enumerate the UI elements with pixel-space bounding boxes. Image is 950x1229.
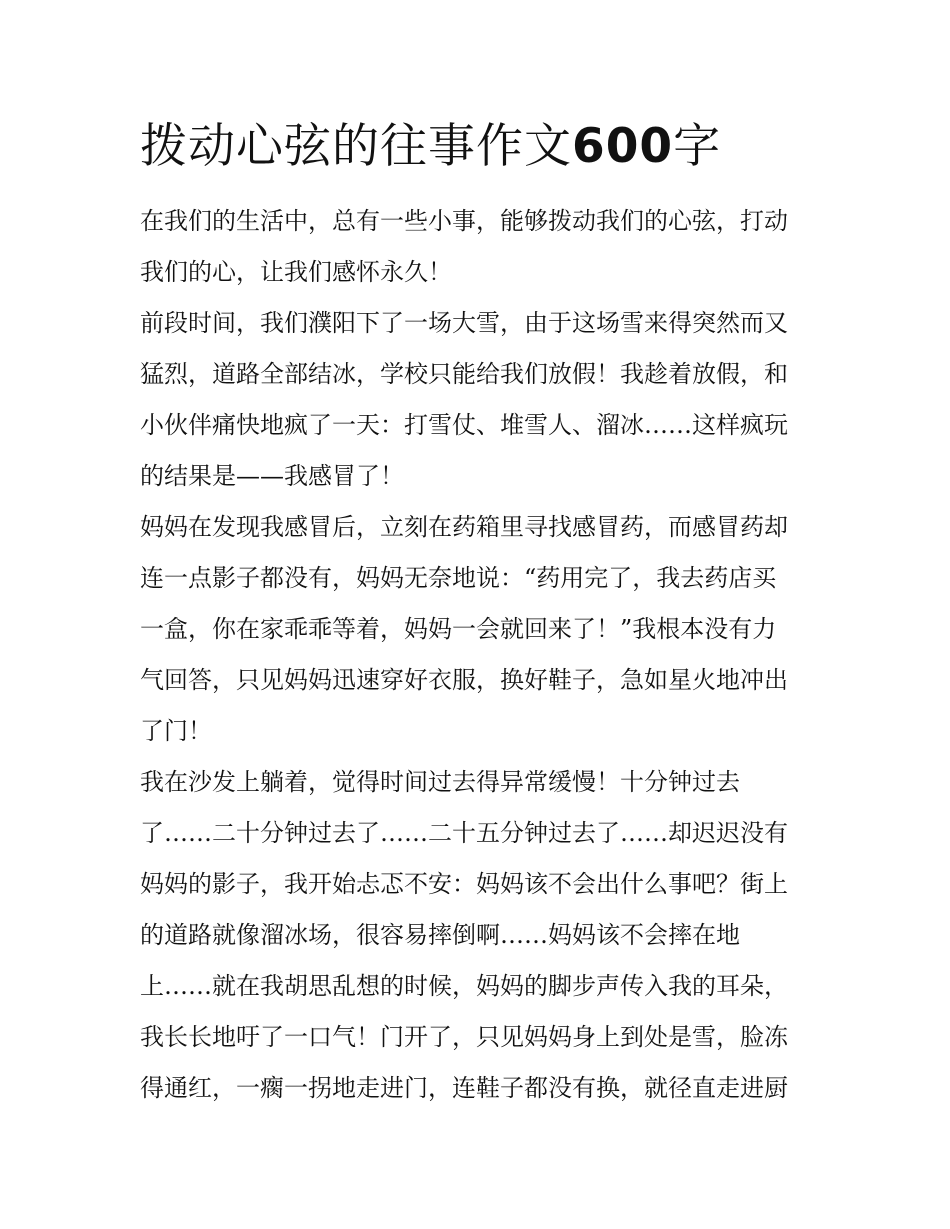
- document-title: [140, 114, 840, 180]
- title-suffix: 字: [673, 119, 722, 174]
- body-line-13: 了……二十分钟过去了……二十五分钟过去了……却迟迟没有: [140, 819, 788, 847]
- body-line-15: 的道路就像溜冰场，很容易摔倒啊……妈妈该不会摔在地: [140, 921, 740, 949]
- body-line-8: 连一点影子都没有，妈妈无奈地说：“药用完了，我去药店买: [140, 564, 777, 592]
- document-body: [140, 196, 820, 1114]
- body-line-12: 我在沙发上躺着，觉得时间过去得异常缓慢！十分钟过去: [140, 768, 740, 796]
- body-line-18: 得通红，一瘸一拐地走进门，连鞋子都没有换，就径直走进厨: [140, 1074, 788, 1102]
- body-line-7: 妈妈在发现我感冒后，立刻在药箱里寻找感冒药，而感冒药却: [140, 513, 788, 541]
- body-line-17: 我长长地吁了一口气！门开了，只见妈妈身上到处是雪，脸冻: [140, 1023, 788, 1051]
- body-line-2: 我们的心，让我们感怀永久！: [140, 258, 452, 286]
- body-line-3: 前段时间，我们濮阳下了一场大雪，由于这场雪来得突然而又: [140, 309, 788, 337]
- body-line-1: 在我们的生活中，总有一些小事，能够拨动我们的心弦，打动: [140, 207, 788, 235]
- body-line-6: 的结果是——我感冒了！: [140, 462, 404, 490]
- body-line-14: 妈妈的影子，我开始忐忑不安：妈妈该不会出什么事吧？街上: [140, 870, 788, 898]
- title-main-text: 拨动心弦的往事作文: [140, 119, 572, 174]
- body-line-10: 气回答，只见妈妈迅速穿好衣服，换好鞋子，急如星火地冲出: [140, 666, 788, 694]
- title-number: 600: [572, 119, 674, 174]
- body-line-16: 上……就在我胡思乱想的时候，妈妈的脚步声传入我的耳朵，: [140, 972, 788, 1000]
- body-line-11: 了门！: [140, 717, 212, 745]
- body-line-4: 猛烈，道路全部结冰，学校只能给我们放假！我趁着放假，和: [140, 360, 788, 388]
- body-line-5: 小伙伴痛快地疯了一天：打雪仗、堆雪人、溜冰……这样疯玩: [140, 411, 788, 439]
- body-line-9: 一盒，你在家乖乖等着，妈妈一会就回来了！”我根本没有力: [140, 615, 777, 643]
